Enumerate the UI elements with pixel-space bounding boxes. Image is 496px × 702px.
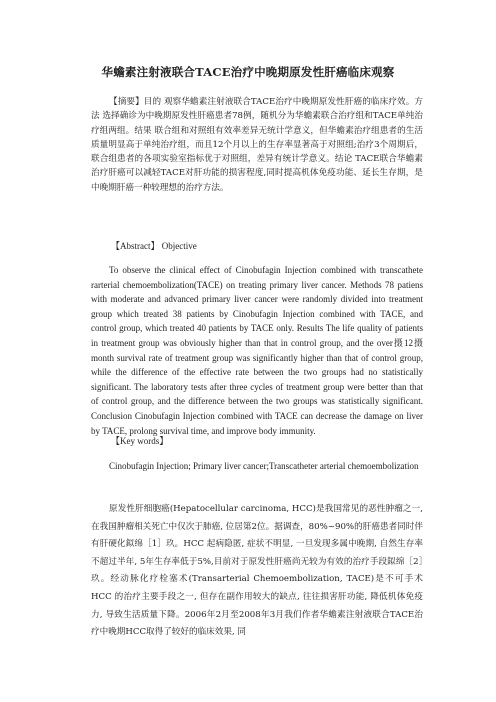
abstract-english: To observe the clinical effect of Cinobufagin Injection combined with transcathete rarterial chemoembolization(TACE) on treating primary liver cancer. Methods 78 patiens with moderate and advanced primary liver cancer were randomly divided into treatment group which treated 38 patients by Cinobufagin Injection combined with TACE, and control group, which treated 40 patients by TACE only. Results The life quality of patients in treatment group was obviously higher than that in control group, and the over摄12摄month survival rate of treatment group was significantly higher than that of control group, while the difference of the effective rate between the two groups had no statistically significant. The laboratory tests after three cycles of treatment group were better than that of control group, and the difference between the two groups was statistically significant. Conclusion Cinobufagin Injection combined with TACE can decrease the damage on liver by TACE, prolong survival time, and improve body immunity. xyxy=(91,265,423,436)
keywords: Cinobufagin Injection; Primary liver cancer;Transcatheter arterial chemoembolization xyxy=(109,461,419,471)
body-paragraph: 原发性肝细胞癌(Hepatocellular carcinoma, HCC)是我国常见的恶性肿瘤之一,在我国肿瘤相关死亡中仅次于肺癌, 位居第2位。据调查，80%~90%的肝癌患者同时伴有肝硬化鉯绵［1］玖。HCC 起病隐匿, 症状不明显, 一旦发现多属中晚期, 自然生存率不超过半年, 5年生存率低于5%,目前对于原发性肝癌尚无较为有效的治疗手段鉯绵［2］玖。经动脉化疗栓塞术(Transarterial Chemoembolization, TACE)是不可手术 HCC 的治疗主要手段之一, 但存在副作用较大的缺点, 往往损害肝功能, 降低机体免疫力, 导致生活质量下降。2006年2月至2008年3月我们作者华蟾素注射液联合TACE治疗中晚期HCC取得了较好的临床效果, 同 xyxy=(91,504,423,638)
abstract-chinese: 【摘要】目的 观察华蟾素注射液联合TACE治疗中晚期原发性肝癌的临床疗效。方法 选择确诊为中晚期原发性肝癌患者78例，随机分为华蟾素联合治疗组和TACE单纯治疗组两组。结果 联合组和对照组有效率差异无统计学意义，但华蟾素治疗组患者的生活质量明显高于单纯治疗组，而且12个月以上的生存率显著高于对照组;治疗3个周期后，联合组患者的各项实验室指标优于对照组，差异有统计学意义。结论 TACE联合华蟾素治疗肝癌可以减轻TACE对肝功能的损害程度,同时提高机体免疫功能、延长生存期，是中晚期肝癌一种较理想的治疗方法。 xyxy=(91,97,423,193)
keywords-heading: 【Key words】 xyxy=(111,436,169,446)
paper-title: 华蟾素注射液联合TACE治疗中晚期原发性肝癌临床观察 xyxy=(101,65,395,79)
abstract-english-heading: 【Abstract】 Objective xyxy=(111,241,197,251)
